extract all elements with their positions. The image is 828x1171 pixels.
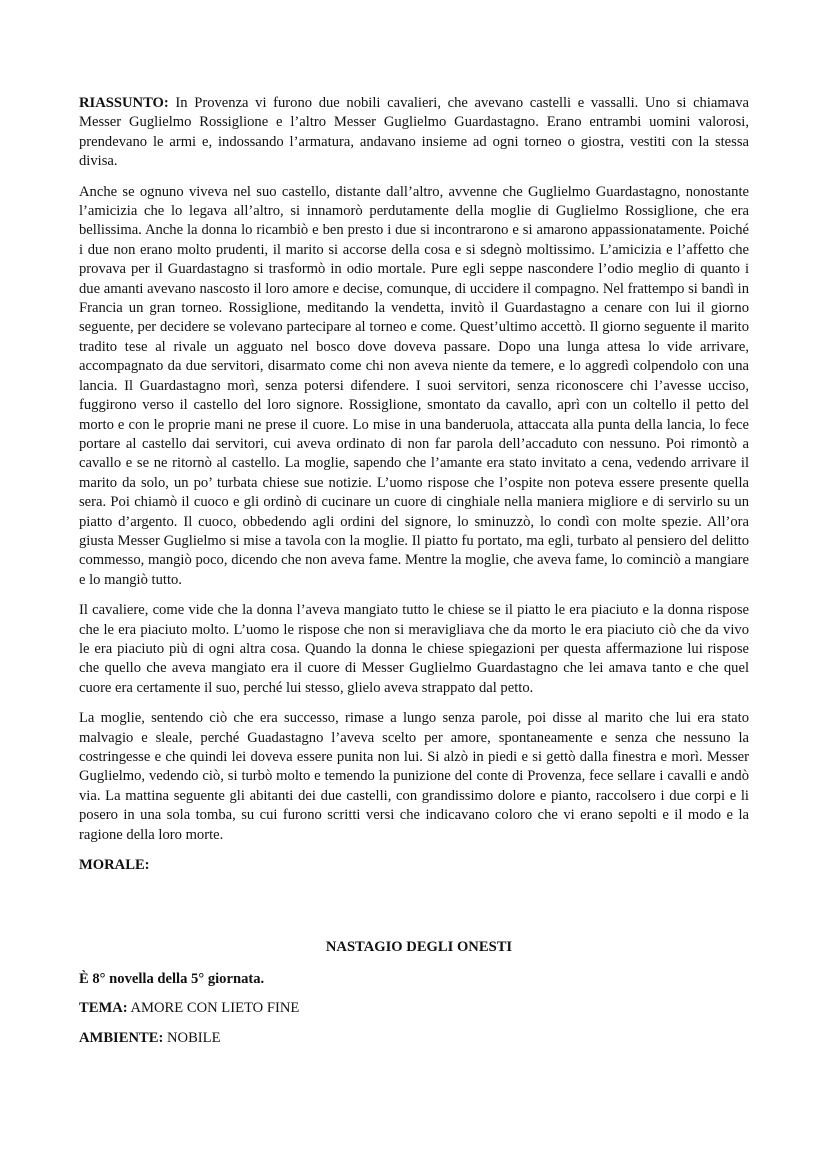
- morale-label: MORALE:: [79, 857, 150, 874]
- tema-value: AMORE CON LIETO FINE: [130, 1000, 300, 1016]
- novella-day-info: È 8° novella della 5° giornata.: [79, 971, 265, 987]
- novella-tema-line: [79, 999, 299, 1018]
- summary-paragraph-2: Anche se ognuno viveva nel suo castello, distante dall’altro, avvenne che Guglielmo Guardastagno, nonostante l’amicizia che lo legava all’altro, si innamorò perdutamente della moglie di Guglielmo Rossiglione, che era bellissima. Anche la donna lo ricambiò e ben presto i due si incontrarono e si amarono appassionatamente. Poiché i due non erano molto prudenti, il marito si accorse della cosa e si sdegnò moltissimo. L’amicizia e l’affetto che provava per il Guardastagno si trasformò in odio mortale. Pure egli seppe nascondere l’odio meglio di quanto i due amanti avevano nascosto il loro amore e decise, comunque, di uccidere il compagno. Nel frattempo si bandì in Francia un gran torneo. Rossiglione, meditando la vendetta, invitò il Guardastagno a cenare con lui il giorno seguente, per decidere se volevano partecipare al torneo e come. Quest’ultimo accettò. Il giorno seguente il marito tradito tese al rivale un agguato nel bosco dove doveva passare. Dopo una lunga attesa lo vide arrivare, accompagnato da due servitori, disarmato come chi non aveva niente da temere, e lo aggredì colpendolo con una lancia. Il Guardastagno morì, senza potersi difendere. I suoi servitori, senza riconoscere chi l’avesse ucciso, fuggirono verso il castello del loro signore. Rossiglione, smontato da cavallo, aprì con un coltello il petto del morto e con le proprie mani ne prese il cuore. Lo mise in una banderuola, attaccata alla punta della lancia, lo fece portare al castello dai servitori, cui aveva ordinato di non far parola dell’accaduto con nessuno. Poi rimontò a cavallo e se ne ritornò al castello. La moglie, sapendo che l’amante era stato invitato a cena, vedendo arrivare il marito da solo, un po’ turbata chiese sue notizie. L’uomo rispose che l’ospite non poteva essere presente quella sera. Poi chiamò il cuoco e gli ordinò di cucinare un cuore di cinghiale nella maniera migliore e di servirlo su un piatto d’argento. Il cuoco, obbedendo agli ordini del signore, lo sminuzzò, lo condì con molte spezie. All’ora giusta Messer Guglielmo si mise a tavola con la moglie. Il piatto fu portato, ma egli, turbato al pensiero del delitto commesso, mangiò poco, dicendo che non aveva fame. Mentre la moglie, che aveva fame, lo cominciò a mangiare e lo mangiò tutto.: [79, 183, 749, 588]
- novella-ambiente-line: [79, 1029, 221, 1048]
- summary-paragraph-4: La moglie, sentendo ciò che era successo, rimase a lungo senza parole, poi disse al marito che lui era stato malvagio e sleale, perché Guadastagno l’aveva scelto per amore, spontaneamente e senza che nessuno la costringesse e che quindi lei doveva essere punita non lui. Si alzò in piedi e si gettò dalla finestra e morì. Messer Guglielmo, vedendo ciò, si turbò molto e temendo la punizione del conte di Provenza, fece sellare i cavalli e andò via. La mattina seguente gli abitanti dei due castelli, con grandissimo dolore e pianto, raccolsero i due corpi e li posero in una sola tomba, su cui furono scritti versi che indicavano coloro che vi erano sepolti e il modo e la ragione della loro morte.: [79, 710, 749, 843]
- tema-label: TEMA:: [79, 1000, 128, 1016]
- document-page: [79, 94, 749, 1046]
- summary-text-1: In Provenza vi furono due nobili cavalieri, che avevano castelli e vassalli. Uno si chiamava Messer Guglielmo Rossiglione e l’altro Messer Guglielmo Guardastagno. Erano entrambi uomini valorosi, prendevano le armi e, indossando l’armatura, andavano insieme ad ogni torneo o giostra, vestiti con la stessa divisa.: [79, 95, 749, 170]
- ambiente-value: NOBILE: [166, 1030, 221, 1046]
- summary-label: RIASSUNTO:: [79, 95, 169, 111]
- summary-paragraph-1: [79, 94, 749, 172]
- novella-title: NASTAGIO DEGLI ONESTI: [325, 939, 513, 955]
- summary-paragraph-3: Il cavaliere, come vide che la donna l’aveva mangiato tutto le chiese se il piatto le era piaciuto e la donna rispose che le era piaciuto molto. L’uomo le rispose che non si meravigliava che da morto le era piaciuto ciò che da vivo le era piaciuto più di ogni altra cosa. Quando la donna le chiese spiegazioni per questa affermazione lui rispose che quello che aveva mangiato era il cuore di Messer Guglielmo Guardastagno che lei amava tanto e che quel cuore era certamente il suo, perché lui stesso, glielo aveva strappato dal petto.: [79, 602, 749, 696]
- ambiente-label: AMBIENTE:: [79, 1030, 164, 1046]
